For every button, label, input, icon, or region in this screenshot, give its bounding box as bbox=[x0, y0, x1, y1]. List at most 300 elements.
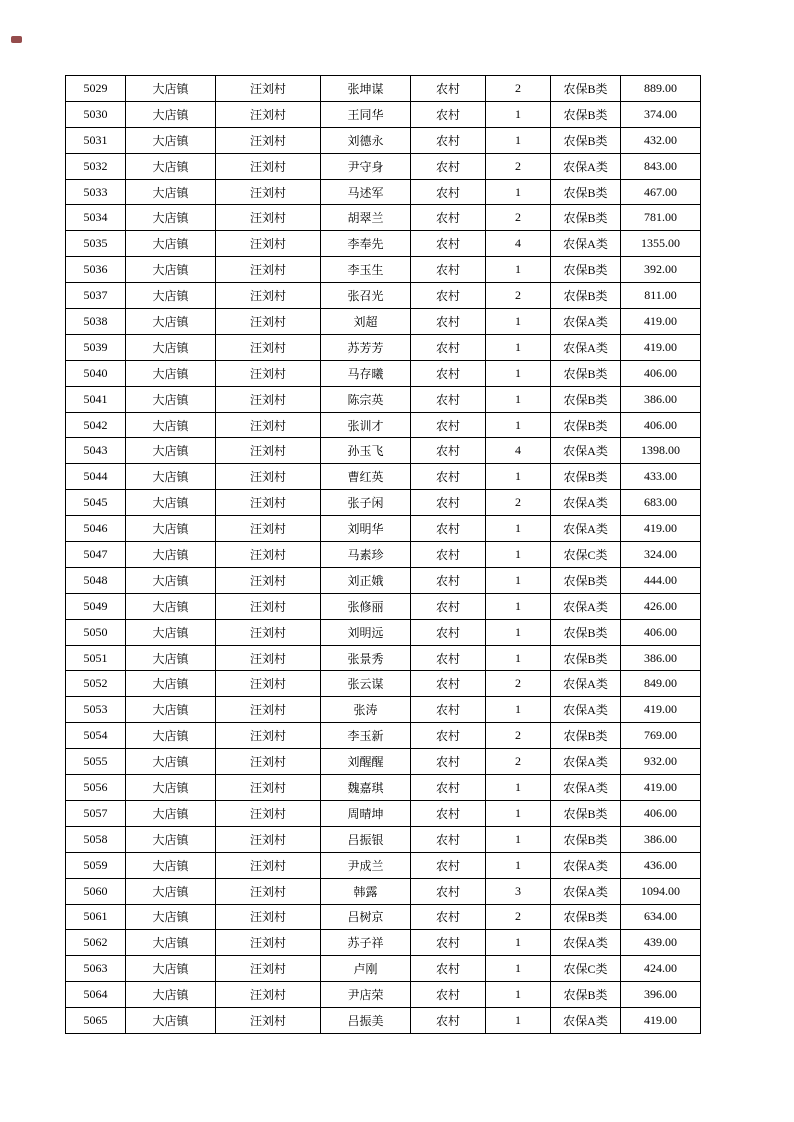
table-row bbox=[66, 593, 701, 619]
table-row bbox=[66, 904, 701, 930]
table-cell-category: 农保B类 bbox=[551, 826, 621, 852]
table-cell-category: 农保C类 bbox=[551, 956, 621, 982]
table-cell-name: 吕振美 bbox=[321, 1008, 411, 1034]
table-cell-name: 吕树京 bbox=[321, 904, 411, 930]
table-row bbox=[66, 76, 701, 102]
table-cell-type: 农村 bbox=[411, 826, 486, 852]
table-row bbox=[66, 205, 701, 231]
table-cell-amount: 424.00 bbox=[621, 956, 701, 982]
table-row bbox=[66, 101, 701, 127]
table-cell-id: 5030 bbox=[66, 101, 126, 127]
table-cell-town: 大店镇 bbox=[126, 645, 216, 671]
table-cell-count: 2 bbox=[486, 671, 551, 697]
table-row bbox=[66, 878, 701, 904]
table-row bbox=[66, 360, 701, 386]
table-cell-town: 大店镇 bbox=[126, 257, 216, 283]
table-cell-type: 农村 bbox=[411, 930, 486, 956]
table-cell-name: 尹店荣 bbox=[321, 982, 411, 1008]
table-cell-type: 农村 bbox=[411, 542, 486, 568]
table-cell-type: 农村 bbox=[411, 386, 486, 412]
table-cell-amount: 406.00 bbox=[621, 360, 701, 386]
table-cell-town: 大店镇 bbox=[126, 982, 216, 1008]
table-row bbox=[66, 516, 701, 542]
table-cell-type: 农村 bbox=[411, 982, 486, 1008]
table-row bbox=[66, 412, 701, 438]
table-cell-id: 5049 bbox=[66, 593, 126, 619]
table-cell-type: 农村 bbox=[411, 516, 486, 542]
table-cell-name: 曹红英 bbox=[321, 464, 411, 490]
table-cell-category: 农保A类 bbox=[551, 334, 621, 360]
table-cell-town: 大店镇 bbox=[126, 334, 216, 360]
scan-artifact-mark bbox=[11, 36, 22, 43]
table-cell-amount: 1355.00 bbox=[621, 231, 701, 257]
table-cell-category: 农保B类 bbox=[551, 567, 621, 593]
table-cell-id: 5047 bbox=[66, 542, 126, 568]
table-cell-type: 农村 bbox=[411, 1008, 486, 1034]
table-cell-amount: 386.00 bbox=[621, 386, 701, 412]
table-cell-count: 1 bbox=[486, 775, 551, 801]
table-cell-category: 农保A类 bbox=[551, 878, 621, 904]
table-cell-type: 农村 bbox=[411, 438, 486, 464]
table-cell-count: 4 bbox=[486, 438, 551, 464]
table-cell-type: 农村 bbox=[411, 334, 486, 360]
table-cell-name: 李玉新 bbox=[321, 723, 411, 749]
table-cell-village: 汪刘村 bbox=[216, 904, 321, 930]
table-row bbox=[66, 309, 701, 335]
table-cell-type: 农村 bbox=[411, 775, 486, 801]
table-cell-amount: 392.00 bbox=[621, 257, 701, 283]
table-cell-name: 尹守身 bbox=[321, 153, 411, 179]
table-cell-town: 大店镇 bbox=[126, 749, 216, 775]
table-cell-type: 农村 bbox=[411, 127, 486, 153]
table-cell-id: 5041 bbox=[66, 386, 126, 412]
table-row bbox=[66, 982, 701, 1008]
table-row bbox=[66, 438, 701, 464]
table-cell-village: 汪刘村 bbox=[216, 153, 321, 179]
table-cell-category: 农保B类 bbox=[551, 982, 621, 1008]
table-cell-village: 汪刘村 bbox=[216, 723, 321, 749]
table-cell-town: 大店镇 bbox=[126, 516, 216, 542]
table-cell-amount: 419.00 bbox=[621, 334, 701, 360]
table-cell-amount: 426.00 bbox=[621, 593, 701, 619]
table-cell-village: 汪刘村 bbox=[216, 671, 321, 697]
table-cell-village: 汪刘村 bbox=[216, 464, 321, 490]
table-cell-village: 汪刘村 bbox=[216, 438, 321, 464]
table-cell-town: 大店镇 bbox=[126, 360, 216, 386]
table-cell-name: 李奉先 bbox=[321, 231, 411, 257]
table-cell-amount: 932.00 bbox=[621, 749, 701, 775]
table-cell-village: 汪刘村 bbox=[216, 179, 321, 205]
table-cell-id: 5058 bbox=[66, 826, 126, 852]
table-cell-village: 汪刘村 bbox=[216, 619, 321, 645]
table-cell-type: 农村 bbox=[411, 671, 486, 697]
table-cell-id: 5046 bbox=[66, 516, 126, 542]
table-cell-town: 大店镇 bbox=[126, 852, 216, 878]
table-cell-name: 马素珍 bbox=[321, 542, 411, 568]
table-cell-village: 汪刘村 bbox=[216, 930, 321, 956]
table-cell-category: 农保B类 bbox=[551, 619, 621, 645]
table-cell-amount: 406.00 bbox=[621, 412, 701, 438]
table-cell-village: 汪刘村 bbox=[216, 205, 321, 231]
table-row bbox=[66, 153, 701, 179]
table-cell-type: 农村 bbox=[411, 904, 486, 930]
table-cell-count: 1 bbox=[486, 386, 551, 412]
table-cell-count: 1 bbox=[486, 412, 551, 438]
table-cell-amount: 419.00 bbox=[621, 697, 701, 723]
table-row bbox=[66, 956, 701, 982]
table-cell-type: 农村 bbox=[411, 567, 486, 593]
table-cell-amount: 1398.00 bbox=[621, 438, 701, 464]
table-cell-category: 农保A类 bbox=[551, 153, 621, 179]
table-cell-type: 农村 bbox=[411, 645, 486, 671]
table-cell-type: 农村 bbox=[411, 360, 486, 386]
table-cell-id: 5064 bbox=[66, 982, 126, 1008]
table-cell-type: 农村 bbox=[411, 749, 486, 775]
table-cell-town: 大店镇 bbox=[126, 490, 216, 516]
table-cell-amount: 781.00 bbox=[621, 205, 701, 231]
table-cell-town: 大店镇 bbox=[126, 179, 216, 205]
table-cell-town: 大店镇 bbox=[126, 904, 216, 930]
table-cell-amount: 386.00 bbox=[621, 826, 701, 852]
table-cell-category: 农保A类 bbox=[551, 930, 621, 956]
table-cell-village: 汪刘村 bbox=[216, 878, 321, 904]
table-cell-name: 王同华 bbox=[321, 101, 411, 127]
table-cell-id: 5042 bbox=[66, 412, 126, 438]
table-cell-name: 张召光 bbox=[321, 283, 411, 309]
table-cell-town: 大店镇 bbox=[126, 775, 216, 801]
table-cell-village: 汪刘村 bbox=[216, 749, 321, 775]
table-cell-town: 大店镇 bbox=[126, 567, 216, 593]
table-cell-count: 1 bbox=[486, 334, 551, 360]
table-row bbox=[66, 775, 701, 801]
table-cell-count: 2 bbox=[486, 205, 551, 231]
table-cell-town: 大店镇 bbox=[126, 464, 216, 490]
table-row bbox=[66, 490, 701, 516]
table-cell-amount: 849.00 bbox=[621, 671, 701, 697]
table-cell-name: 张景秀 bbox=[321, 645, 411, 671]
table-cell-village: 汪刘村 bbox=[216, 956, 321, 982]
table-cell-amount: 444.00 bbox=[621, 567, 701, 593]
table-cell-village: 汪刘村 bbox=[216, 516, 321, 542]
table-cell-category: 农保B类 bbox=[551, 645, 621, 671]
table-cell-amount: 439.00 bbox=[621, 930, 701, 956]
table-cell-name: 魏嘉琪 bbox=[321, 775, 411, 801]
table-cell-amount: 889.00 bbox=[621, 76, 701, 102]
table-cell-type: 农村 bbox=[411, 76, 486, 102]
table-cell-name: 张云谋 bbox=[321, 671, 411, 697]
table-cell-village: 汪刘村 bbox=[216, 412, 321, 438]
table-cell-type: 农村 bbox=[411, 800, 486, 826]
table-row bbox=[66, 231, 701, 257]
table-cell-id: 5056 bbox=[66, 775, 126, 801]
insurance-record-table bbox=[65, 75, 701, 1034]
table-cell-village: 汪刘村 bbox=[216, 386, 321, 412]
table-cell-name: 苏芳芳 bbox=[321, 334, 411, 360]
table-cell-amount: 634.00 bbox=[621, 904, 701, 930]
table-cell-category: 农保B类 bbox=[551, 904, 621, 930]
table-row bbox=[66, 283, 701, 309]
table-cell-id: 5033 bbox=[66, 179, 126, 205]
table-row bbox=[66, 386, 701, 412]
table-cell-count: 1 bbox=[486, 697, 551, 723]
table-cell-town: 大店镇 bbox=[126, 723, 216, 749]
table-cell-village: 汪刘村 bbox=[216, 645, 321, 671]
table-cell-town: 大店镇 bbox=[126, 593, 216, 619]
table-cell-village: 汪刘村 bbox=[216, 542, 321, 568]
table-cell-village: 汪刘村 bbox=[216, 697, 321, 723]
table-cell-amount: 419.00 bbox=[621, 309, 701, 335]
table-cell-town: 大店镇 bbox=[126, 878, 216, 904]
table-cell-type: 农村 bbox=[411, 412, 486, 438]
table-row bbox=[66, 749, 701, 775]
table-cell-town: 大店镇 bbox=[126, 956, 216, 982]
table-cell-id: 5048 bbox=[66, 567, 126, 593]
table-cell-id: 5063 bbox=[66, 956, 126, 982]
table-body bbox=[66, 76, 701, 1034]
table-cell-id: 5061 bbox=[66, 904, 126, 930]
table-cell-category: 农保B类 bbox=[551, 179, 621, 205]
table-cell-village: 汪刘村 bbox=[216, 360, 321, 386]
table-cell-category: 农保B类 bbox=[551, 800, 621, 826]
table-cell-category: 农保A类 bbox=[551, 438, 621, 464]
table-cell-count: 4 bbox=[486, 231, 551, 257]
table-cell-town: 大店镇 bbox=[126, 309, 216, 335]
table-cell-count: 1 bbox=[486, 464, 551, 490]
table-cell-id: 5052 bbox=[66, 671, 126, 697]
table-cell-name: 刘德永 bbox=[321, 127, 411, 153]
table-row bbox=[66, 257, 701, 283]
table-cell-name: 张子闲 bbox=[321, 490, 411, 516]
table-cell-name: 刘明华 bbox=[321, 516, 411, 542]
table-row bbox=[66, 1008, 701, 1034]
table-cell-amount: 419.00 bbox=[621, 516, 701, 542]
table-cell-id: 5038 bbox=[66, 309, 126, 335]
table-cell-village: 汪刘村 bbox=[216, 826, 321, 852]
table-cell-count: 1 bbox=[486, 619, 551, 645]
table-cell-count: 1 bbox=[486, 645, 551, 671]
table-cell-town: 大店镇 bbox=[126, 231, 216, 257]
table-cell-amount: 1094.00 bbox=[621, 878, 701, 904]
table-cell-name: 张坤谋 bbox=[321, 76, 411, 102]
table-cell-amount: 467.00 bbox=[621, 179, 701, 205]
table-cell-town: 大店镇 bbox=[126, 800, 216, 826]
table-row bbox=[66, 464, 701, 490]
table-cell-count: 2 bbox=[486, 283, 551, 309]
table-cell-count: 1 bbox=[486, 826, 551, 852]
table-cell-name: 吕振银 bbox=[321, 826, 411, 852]
table-cell-name: 张修丽 bbox=[321, 593, 411, 619]
table-cell-count: 1 bbox=[486, 593, 551, 619]
table-cell-town: 大店镇 bbox=[126, 1008, 216, 1034]
table-cell-village: 汪刘村 bbox=[216, 231, 321, 257]
table-cell-count: 1 bbox=[486, 309, 551, 335]
table-cell-type: 农村 bbox=[411, 593, 486, 619]
table-cell-type: 农村 bbox=[411, 619, 486, 645]
table-cell-category: 农保A类 bbox=[551, 490, 621, 516]
table-cell-type: 农村 bbox=[411, 697, 486, 723]
table-cell-town: 大店镇 bbox=[126, 930, 216, 956]
table-cell-type: 农村 bbox=[411, 878, 486, 904]
table-cell-count: 2 bbox=[486, 153, 551, 179]
table-cell-count: 1 bbox=[486, 1008, 551, 1034]
table-cell-town: 大店镇 bbox=[126, 619, 216, 645]
table-row bbox=[66, 697, 701, 723]
table-cell-amount: 406.00 bbox=[621, 619, 701, 645]
table-row bbox=[66, 127, 701, 153]
table-cell-category: 农保A类 bbox=[551, 593, 621, 619]
table-cell-id: 5032 bbox=[66, 153, 126, 179]
table-cell-type: 农村 bbox=[411, 490, 486, 516]
table-cell-category: 农保A类 bbox=[551, 697, 621, 723]
table-cell-name: 张涛 bbox=[321, 697, 411, 723]
table-row bbox=[66, 826, 701, 852]
table-cell-town: 大店镇 bbox=[126, 386, 216, 412]
table-cell-category: 农保B类 bbox=[551, 723, 621, 749]
table-cell-village: 汪刘村 bbox=[216, 800, 321, 826]
table-cell-amount: 374.00 bbox=[621, 101, 701, 127]
table-cell-count: 1 bbox=[486, 360, 551, 386]
table-cell-name: 刘明远 bbox=[321, 619, 411, 645]
table-cell-village: 汪刘村 bbox=[216, 593, 321, 619]
table-cell-type: 农村 bbox=[411, 464, 486, 490]
table-cell-id: 5034 bbox=[66, 205, 126, 231]
table-cell-id: 5055 bbox=[66, 749, 126, 775]
table-cell-name: 张训才 bbox=[321, 412, 411, 438]
table-cell-amount: 396.00 bbox=[621, 982, 701, 1008]
table-cell-count: 1 bbox=[486, 982, 551, 1008]
table-cell-id: 5062 bbox=[66, 930, 126, 956]
table-row bbox=[66, 671, 701, 697]
table-cell-category: 农保B类 bbox=[551, 283, 621, 309]
table-cell-type: 农村 bbox=[411, 723, 486, 749]
table-cell-id: 5039 bbox=[66, 334, 126, 360]
table-cell-town: 大店镇 bbox=[126, 153, 216, 179]
table-cell-type: 农村 bbox=[411, 257, 486, 283]
table-cell-name: 刘醒醒 bbox=[321, 749, 411, 775]
table-cell-type: 农村 bbox=[411, 205, 486, 231]
table-cell-id: 5036 bbox=[66, 257, 126, 283]
table-cell-count: 1 bbox=[486, 956, 551, 982]
table-cell-id: 5044 bbox=[66, 464, 126, 490]
table-cell-category: 农保B类 bbox=[551, 257, 621, 283]
table-cell-type: 农村 bbox=[411, 283, 486, 309]
table-cell-count: 2 bbox=[486, 723, 551, 749]
table-row bbox=[66, 852, 701, 878]
table-cell-amount: 683.00 bbox=[621, 490, 701, 516]
table-cell-name: 周晴坤 bbox=[321, 800, 411, 826]
table-cell-count: 2 bbox=[486, 904, 551, 930]
table-cell-town: 大店镇 bbox=[126, 101, 216, 127]
table-row bbox=[66, 723, 701, 749]
table-cell-id: 5057 bbox=[66, 800, 126, 826]
table-cell-count: 1 bbox=[486, 101, 551, 127]
table-cell-id: 5031 bbox=[66, 127, 126, 153]
table-row bbox=[66, 619, 701, 645]
table-cell-category: 农保A类 bbox=[551, 775, 621, 801]
table-cell-amount: 769.00 bbox=[621, 723, 701, 749]
table-cell-village: 汪刘村 bbox=[216, 490, 321, 516]
table-cell-count: 1 bbox=[486, 127, 551, 153]
table-cell-name: 孙玉飞 bbox=[321, 438, 411, 464]
table-cell-count: 1 bbox=[486, 257, 551, 283]
table-cell-town: 大店镇 bbox=[126, 127, 216, 153]
table-cell-category: 农保A类 bbox=[551, 1008, 621, 1034]
table-cell-name: 韩露 bbox=[321, 878, 411, 904]
table-cell-village: 汪刘村 bbox=[216, 309, 321, 335]
table-cell-category: 农保B类 bbox=[551, 101, 621, 127]
table-cell-village: 汪刘村 bbox=[216, 76, 321, 102]
table-cell-category: 农保B类 bbox=[551, 205, 621, 231]
table-cell-name: 卢刚 bbox=[321, 956, 411, 982]
table-cell-village: 汪刘村 bbox=[216, 567, 321, 593]
table-cell-name: 尹成兰 bbox=[321, 852, 411, 878]
table-cell-count: 1 bbox=[486, 516, 551, 542]
table-cell-type: 农村 bbox=[411, 179, 486, 205]
table-cell-village: 汪刘村 bbox=[216, 982, 321, 1008]
table-cell-count: 1 bbox=[486, 567, 551, 593]
table-cell-id: 5054 bbox=[66, 723, 126, 749]
table-cell-category: 农保B类 bbox=[551, 464, 621, 490]
table-cell-village: 汪刘村 bbox=[216, 334, 321, 360]
table-cell-id: 5035 bbox=[66, 231, 126, 257]
table-cell-count: 1 bbox=[486, 179, 551, 205]
table-cell-name: 马述军 bbox=[321, 179, 411, 205]
table-cell-id: 5050 bbox=[66, 619, 126, 645]
table-cell-village: 汪刘村 bbox=[216, 1008, 321, 1034]
table-cell-count: 1 bbox=[486, 930, 551, 956]
table-cell-type: 农村 bbox=[411, 231, 486, 257]
table-cell-amount: 433.00 bbox=[621, 464, 701, 490]
table-cell-category: 农保B类 bbox=[551, 386, 621, 412]
table-cell-amount: 419.00 bbox=[621, 1008, 701, 1034]
table-cell-id: 5037 bbox=[66, 283, 126, 309]
table-cell-count: 2 bbox=[486, 76, 551, 102]
table-row bbox=[66, 930, 701, 956]
table-cell-type: 农村 bbox=[411, 309, 486, 335]
table-cell-type: 农村 bbox=[411, 852, 486, 878]
table-cell-town: 大店镇 bbox=[126, 412, 216, 438]
table-cell-name: 陈宗英 bbox=[321, 386, 411, 412]
table-cell-category: 农保B类 bbox=[551, 76, 621, 102]
table-row bbox=[66, 800, 701, 826]
table-cell-town: 大店镇 bbox=[126, 671, 216, 697]
table-cell-town: 大店镇 bbox=[126, 438, 216, 464]
table-cell-town: 大店镇 bbox=[126, 205, 216, 231]
table-cell-village: 汪刘村 bbox=[216, 101, 321, 127]
table-cell-id: 5043 bbox=[66, 438, 126, 464]
table-cell-amount: 386.00 bbox=[621, 645, 701, 671]
table-cell-village: 汪刘村 bbox=[216, 257, 321, 283]
table-cell-amount: 436.00 bbox=[621, 852, 701, 878]
table-cell-name: 刘超 bbox=[321, 309, 411, 335]
table-cell-town: 大店镇 bbox=[126, 697, 216, 723]
table-cell-category: 农保B类 bbox=[551, 412, 621, 438]
table-cell-count: 2 bbox=[486, 749, 551, 775]
table-cell-id: 5029 bbox=[66, 76, 126, 102]
table-cell-village: 汪刘村 bbox=[216, 127, 321, 153]
table-cell-amount: 843.00 bbox=[621, 153, 701, 179]
table-cell-category: 农保B类 bbox=[551, 127, 621, 153]
table-cell-category: 农保A类 bbox=[551, 516, 621, 542]
table-cell-amount: 811.00 bbox=[621, 283, 701, 309]
table-cell-id: 5040 bbox=[66, 360, 126, 386]
table-cell-town: 大店镇 bbox=[126, 826, 216, 852]
table-cell-village: 汪刘村 bbox=[216, 852, 321, 878]
table-cell-name: 苏子祥 bbox=[321, 930, 411, 956]
table-cell-id: 5059 bbox=[66, 852, 126, 878]
table-cell-category: 农保C类 bbox=[551, 542, 621, 568]
table-cell-count: 2 bbox=[486, 490, 551, 516]
